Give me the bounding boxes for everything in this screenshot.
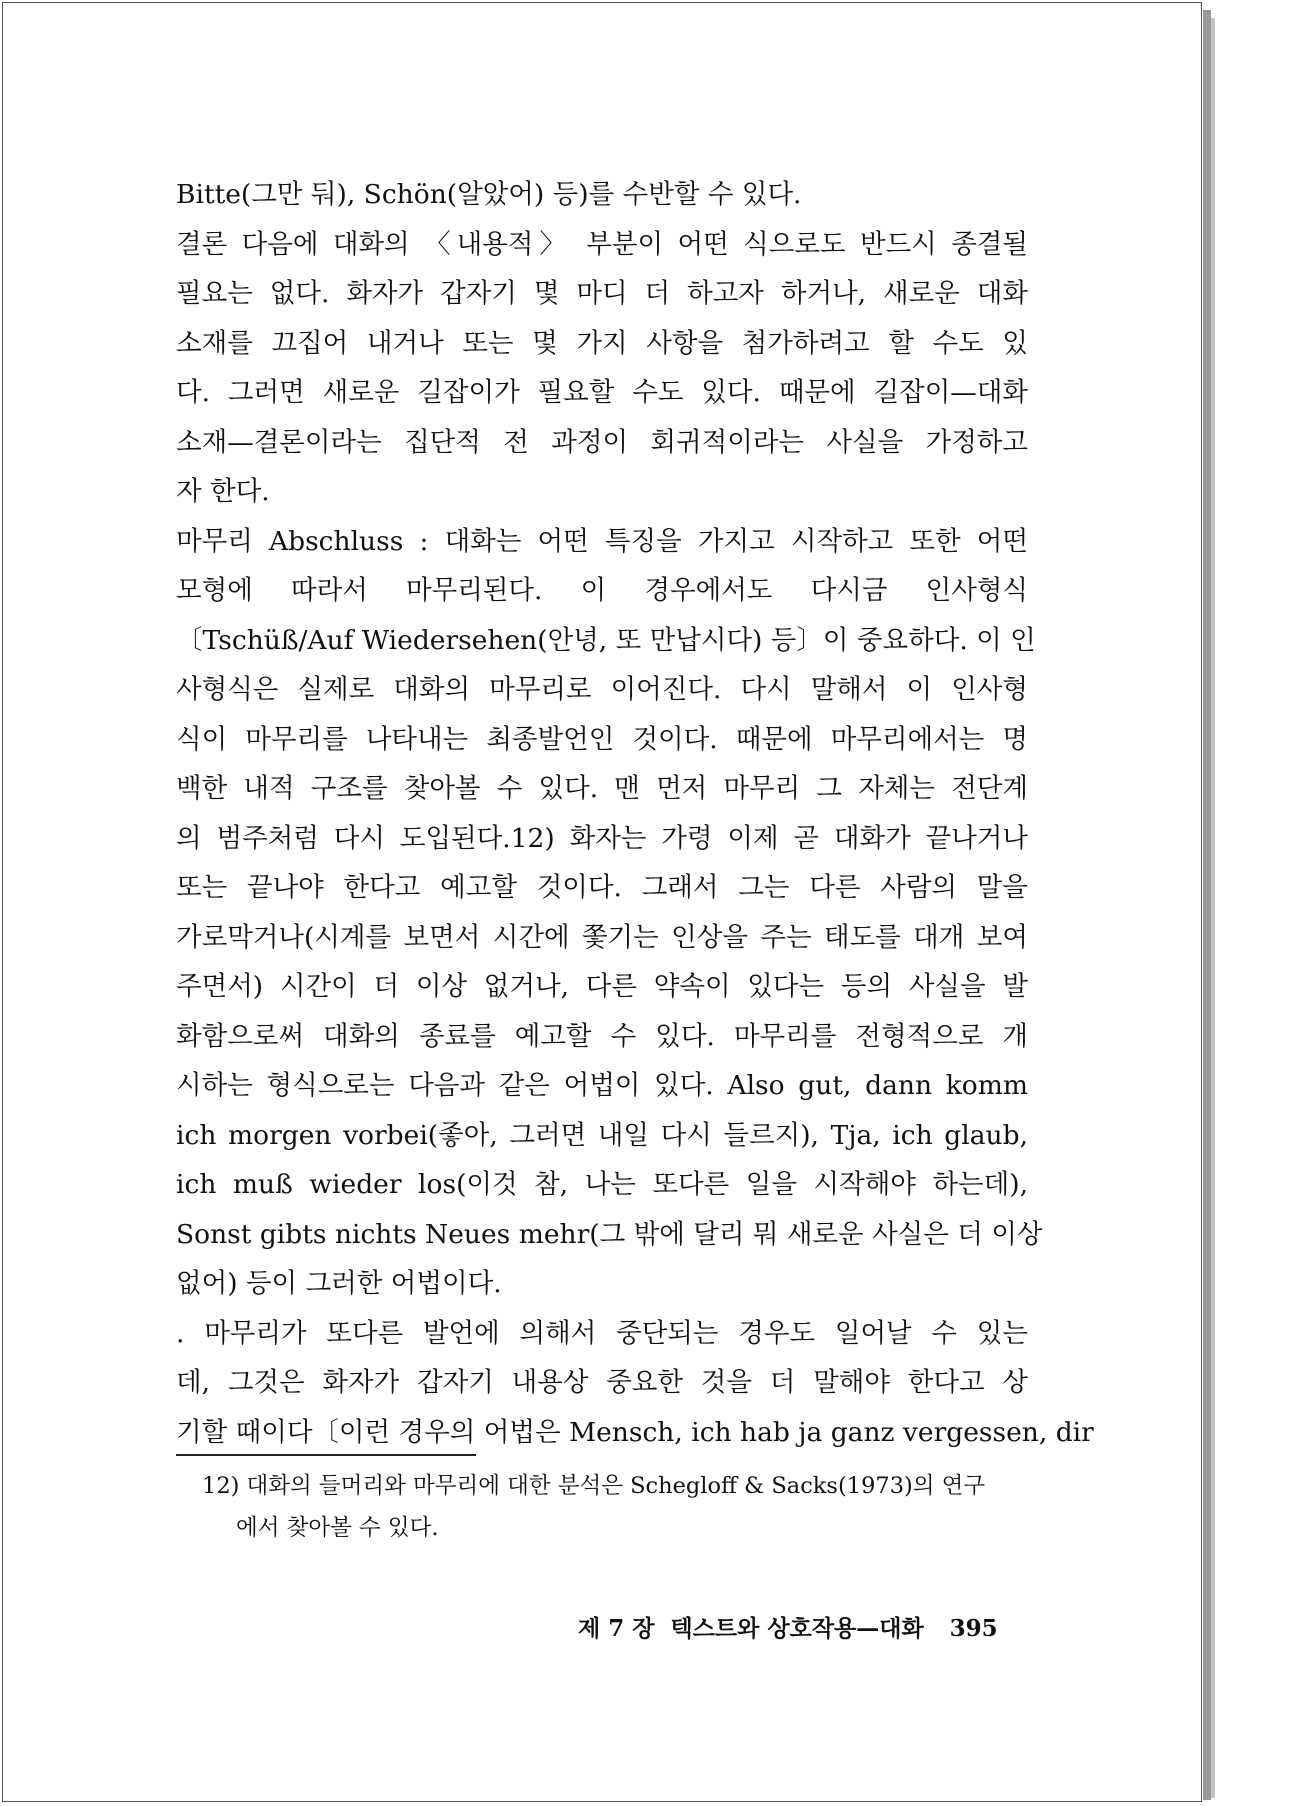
text-line: 다. 그러면 새로운 길잡이가 필요할 수도 있다. 때문에 길잡이—대화	[176, 377, 1028, 408]
footnote-line: 에서 찾아볼 수 있다.	[236, 1515, 439, 1541]
text-line: 가로막거나(시계를 보면서 시간에 쫓기는 인상을 주는 태도를 대개 보여	[176, 921, 1028, 953]
text-line: 의 범주처럼 다시 도입된다.12) 화자는 가령 이제 곧 대화가 끝나거나	[176, 822, 1028, 854]
text-line: 결론 다음에 대화의 〈내용적〉 부분이 어떤 식으로도 반드시 종결될	[176, 228, 1028, 260]
text-line: 소재—결론이라는 집단적 전 과정이 회귀적이라는 사실을 가정하고	[176, 426, 1028, 458]
footnote-line: 12) 대화의 들머리와 마무리에 대한 분석은 Schegloff & Sacks(1973)의 연구	[202, 1473, 986, 1499]
footnote	[202, 1465, 1032, 1549]
text-line: 없어) 등이 그러한 어법이다.	[176, 1268, 502, 1299]
footnote-divider	[176, 1454, 476, 1456]
chapter-title: 제 7 장 텍스트와 상호작용—대화	[578, 1615, 924, 1642]
running-footer	[578, 1610, 998, 1643]
text-line: 화함으로써 대화의 종료를 예고할 수 있다. 마무리를 전형적으로 개	[176, 1020, 1028, 1052]
text-line: ich muß wieder los(이것 참, 나는 또다른 일을 시작해야 하는데),	[176, 1169, 1028, 1200]
text-line: . 마무리가 또다른 발언에 의해서 중단되는 경우도 일어날 수 있는	[176, 1317, 1028, 1349]
text-line: 또는 끝나야 한다고 예고할 것이다. 그래서 그는 다른 사람의 말을	[176, 872, 1028, 903]
page-edge-shadow	[1211, 18, 1215, 1798]
text-line: 백한 내적 구조를 찾아볼 수 있다. 맨 먼저 마무리 그 자체는 전단계	[176, 773, 1028, 804]
text-line: ich morgen vorbei(좋아, 그러면 내일 다시 들르지), Tja, ich glaub,	[176, 1119, 1028, 1151]
page-number: 395	[949, 1615, 998, 1642]
text-line: 자 한다.	[176, 476, 270, 507]
page-edge	[1203, 10, 1211, 1800]
text-line: 시하는 형식으로는 다음과 같은 어법이 있다. Also gut, dann komm	[176, 1070, 1028, 1101]
text-line: 주면서) 시간이 더 이상 없거나, 다른 약속이 있다는 등의 사실을 발	[176, 971, 1028, 1002]
text-line: 〔Tschüß/Auf Wiedersehen(안녕, 또 만납시다) 등〕이 중요하다. 이 인	[176, 624, 1036, 656]
text-line: 마무리 Abschluss : 대화는 어떤 특징을 가지고 시작하고 또한 어떤	[176, 525, 1028, 557]
text-line: Bitte(그만 둬), Schön(알았어) 등)를 수반할 수 있다.	[176, 179, 802, 210]
text-line: 데, 그것은 화자가 갑자기 내용상 중요한 것을 더 말해야 한다고 상	[176, 1367, 1028, 1398]
text-line: 식이 마무리를 나타내는 최종발언인 것이다. 때문에 마무리에서는 명	[176, 723, 1028, 755]
text-line: 기할 때이다〔이런 경우의 어법은 Mensch, ich hab ja ganz vergessen, dir	[176, 1416, 1094, 1448]
text-line: 사형식은 실제로 대화의 마무리로 이어진다. 다시 말해서 이 인사형	[176, 674, 1028, 705]
text-line: 소재를 끄집어 내거나 또는 몇 가지 사항을 첨가하려고 할 수도 있	[176, 327, 1028, 359]
text-line: Sonst gibts nichts Neues mehr(그 밖에 달리 뭐 새로운 사실은 더 이상	[176, 1218, 1043, 1250]
text-line: 필요는 없다. 화자가 갑자기 몇 마디 더 하고자 하거나, 새로운 대화	[176, 278, 1028, 309]
body-text	[176, 170, 1094, 1457]
text-line: 모형에 따라서 마무리된다. 이 경우에서도 다시금 인사형식	[176, 575, 1028, 606]
